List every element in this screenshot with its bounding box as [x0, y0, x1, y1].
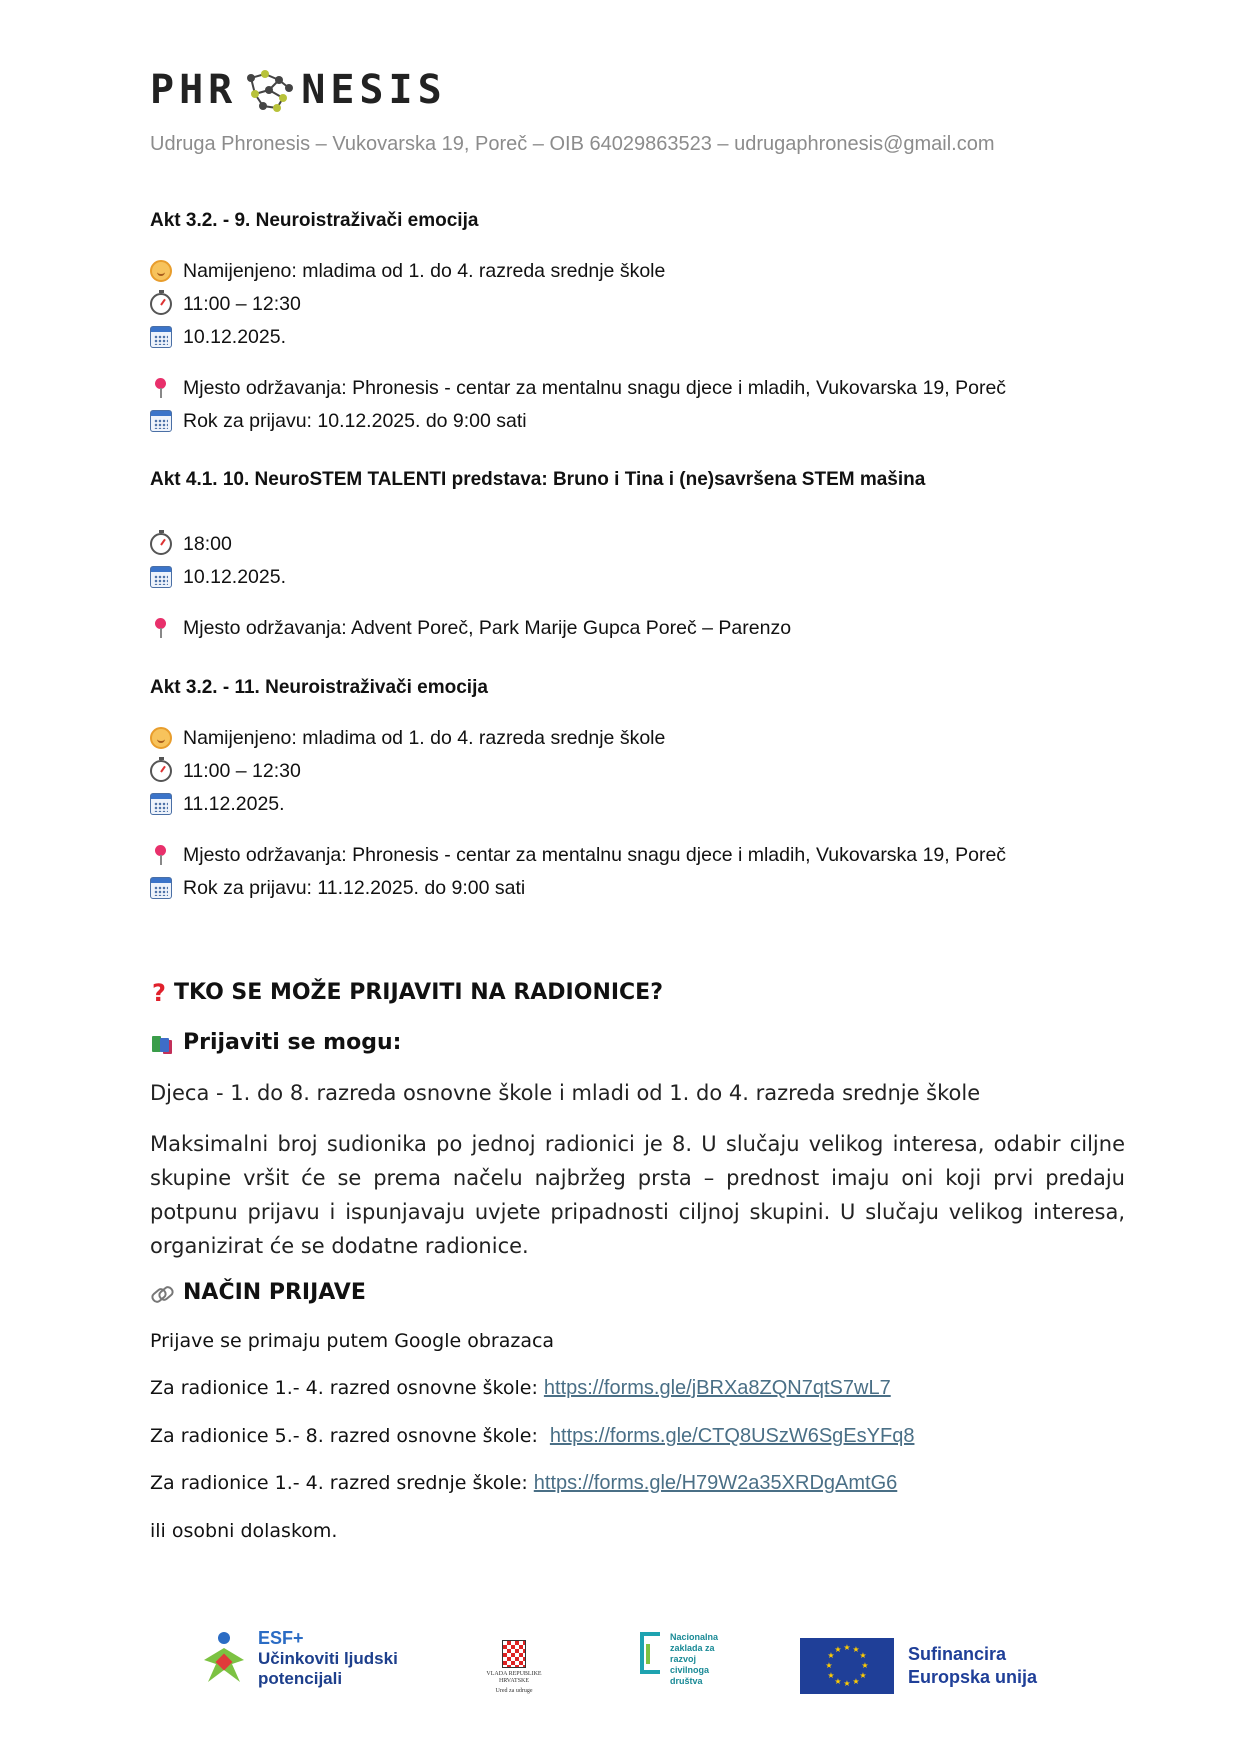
nzrcd-line: civilnoga [670, 1665, 710, 1675]
signup-link-row-2 [150, 1425, 914, 1448]
event-audience [150, 721, 665, 754]
calendar-icon [150, 326, 172, 348]
event-deadline [150, 871, 1006, 904]
signup-form-link-primary-1-4[interactable]: https://forms.gle/jBRXa8ZQN7qtS7wL7 [543, 1377, 891, 1399]
signup-intro: Prijave se primaju putem Google obrazaca [150, 1330, 555, 1352]
signup-link-label: Za radionice 1.- 4. razred osnovne škole: [150, 1377, 538, 1399]
croatian-coat-of-arms-icon [502, 1640, 526, 1668]
logo-text-right: NESIS [301, 67, 447, 113]
svg-text:★: ★ [852, 1677, 860, 1686]
event-deadline-text: Rok za prijavu: 11.12.2025. do 9:00 sati [183, 876, 526, 899]
esf-plus-text: ESF+ [258, 1628, 304, 1648]
eligibility-text: Djeca - 1. do 8. razreda osnovne škole i mladi od 1. do 4. razreda srednje škole [150, 1081, 981, 1105]
eu-line2: Europska unija [908, 1667, 1038, 1687]
stopwatch-icon [150, 760, 172, 782]
eu-cofunded-logo [800, 1638, 1037, 1694]
event-audience-text: Namijenjeno: mladima od 1. do 4. razreda srednje škole [183, 259, 666, 282]
nzrcd-line: Nacionalna [670, 1632, 719, 1642]
event-time [150, 287, 665, 320]
question-mark-icon: ? [152, 978, 166, 1007]
signup-form-link-secondary-1-4[interactable]: https://forms.gle/H79W2a35XRDgAmtG6 [533, 1472, 898, 1494]
eu-text-block [908, 1643, 1037, 1689]
signup-heading-text: NAČIN PRIJAVE [183, 1280, 366, 1305]
svg-text:★: ★ [861, 1661, 869, 1670]
eu-line1: Sufinancira [908, 1644, 1007, 1664]
event-audience [150, 254, 665, 287]
calendar-icon [150, 410, 172, 432]
svg-text:★: ★ [827, 1671, 835, 1680]
event-block-2 [150, 468, 925, 492]
signup-link-row-3 [150, 1472, 897, 1495]
calendar-icon [150, 877, 172, 899]
event-time-text: 18:00 [183, 532, 232, 555]
nzrcd-bracket-icon [640, 1632, 660, 1674]
logo-text-left: PHR [150, 67, 238, 113]
event-title: Akt 4.1. 10. NeuroSTEM TALENTI predstava: Bruno i Tina i (ne)savršena STEM mašina [150, 469, 926, 490]
svg-text:★: ★ [825, 1661, 833, 1670]
nzrcd-line: društva [670, 1676, 703, 1686]
calendar-icon [150, 793, 172, 815]
event-location-text: Mjesto održavanja: Phronesis - centar za mentalnu snagu djece i mladih, Vukovarska 19, Poreč [183, 843, 1007, 866]
esf-people-icon [198, 1630, 250, 1688]
who-heading-text: TKO SE MOŽE PRIJAVITI NA RADIONICE? [174, 980, 663, 1005]
svg-text:★: ★ [859, 1651, 867, 1660]
event-date-text: 10.12.2025. [183, 325, 287, 348]
svg-text:★: ★ [852, 1645, 860, 1654]
stopwatch-icon [150, 293, 172, 315]
event-details-3 [150, 721, 665, 820]
baby-face-icon [150, 727, 172, 749]
funding-logos-footer [0, 1628, 1240, 1708]
pin-icon [150, 617, 172, 639]
event-block-1 [150, 209, 478, 233]
subheading-text: Prijaviti se mogu: [183, 1030, 402, 1055]
nzrcd-line: razvoj [670, 1654, 697, 1664]
pin-icon [150, 844, 172, 866]
books-icon [150, 1032, 172, 1054]
stopwatch-icon [150, 533, 172, 555]
event-time [150, 527, 286, 560]
can-apply-subheading [150, 1030, 401, 1055]
nzrcd-line: zaklada za [670, 1643, 715, 1653]
signup-link-label: Za radionice 5.- 8. razred osnovne škole: [150, 1425, 538, 1447]
esf-logo [198, 1628, 398, 1689]
vlada-text: VLADA REPUBLIKE HRVATSKE [486, 1671, 542, 1684]
event-date [150, 320, 665, 353]
event-location-1 [150, 371, 1006, 437]
event-details-2 [150, 527, 286, 593]
vlada-sub-text: Ured za udruge [495, 1688, 533, 1694]
esf-line1: Učinkoviti ljudski [258, 1649, 398, 1668]
event-title: Akt 3.2. - 11. Neuroistraživači emocija [150, 677, 488, 698]
event-details-1 [150, 254, 665, 353]
esf-text-block [258, 1628, 398, 1689]
event-date-text: 11.12.2025. [183, 792, 285, 815]
event-deadline-text: Rok za prijavu: 10.12.2025. do 9:00 sati [183, 409, 527, 432]
event-location [150, 611, 791, 644]
event-time-text: 11:00 – 12:30 [183, 292, 301, 315]
rules-paragraph: Maksimalni broj sudionika po jednoj radionici je 8. U slučaju velikog interesa, odabir ciljne skupine vršit će se prema načelu najbržeg prsta – prednost imaju oni koji prvi predaju potpunu prijavu i ispunjavaju uvjete pripadnosti ciljnoj skupini. U slučaju velikog interesa, organizirat će se dodatne radionice. [150, 1132, 1125, 1258]
svg-text:★: ★ [834, 1677, 842, 1686]
brain-network-icon [241, 66, 297, 114]
event-location-text: Mjesto održavanja: Phronesis - centar za mentalnu snagu djece i mladih, Vukovarska 19, Poreč [183, 376, 1007, 399]
who-can-apply-heading [150, 980, 663, 1005]
event-location-3 [150, 838, 1006, 904]
event-time-text: 11:00 – 12:30 [183, 759, 301, 782]
calendar-icon [150, 566, 172, 588]
event-location [150, 838, 1006, 871]
svg-text:★: ★ [843, 1643, 851, 1652]
event-date [150, 560, 286, 593]
event-location-2 [150, 611, 791, 644]
signup-form-link-primary-5-8[interactable]: https://forms.gle/CTQ8USzW6SgEsYFq8 [549, 1425, 915, 1447]
nzrcd-text-block [670, 1632, 718, 1687]
event-time [150, 754, 665, 787]
event-date-text: 10.12.2025. [183, 565, 287, 588]
event-deadline [150, 404, 1006, 437]
phronesis-logo [150, 66, 447, 114]
event-audience-text: Namijenjeno: mladima od 1. do 4. razreda srednje škole [183, 726, 666, 749]
pin-icon [150, 377, 172, 399]
signup-link-row-1 [150, 1377, 891, 1400]
event-date [150, 787, 665, 820]
link-icon [150, 1282, 172, 1304]
event-location [150, 371, 1006, 404]
event-title: Akt 3.2. - 9. Neuroistraživači emocija [150, 210, 479, 231]
svg-text:★: ★ [843, 1679, 851, 1688]
signup-heading [150, 1280, 366, 1305]
nzrcd-logo [640, 1632, 718, 1687]
event-location-text: Mjesto održavanja: Advent Poreč, Park Marije Gupca Poreč – Parenzo [183, 616, 792, 639]
signup-link-label: Za radionice 1.- 4. razred srednje škole: [150, 1472, 528, 1494]
organization-contact-line: Udruga Phronesis – Vukovarska 19, Poreč – OIB 64029863523 – udrugaphronesis@gmail.com [150, 133, 995, 155]
svg-text:★: ★ [859, 1671, 867, 1680]
eu-flag-icon [800, 1638, 894, 1694]
signup-outro: ili osobni dolaskom. [150, 1520, 338, 1542]
event-block-3 [150, 676, 488, 700]
svg-text:★: ★ [827, 1651, 835, 1660]
croatian-government-logo [474, 1640, 554, 1695]
svg-text:★: ★ [834, 1645, 842, 1654]
esf-line2: potencijali [258, 1669, 343, 1688]
baby-face-icon [150, 260, 172, 282]
